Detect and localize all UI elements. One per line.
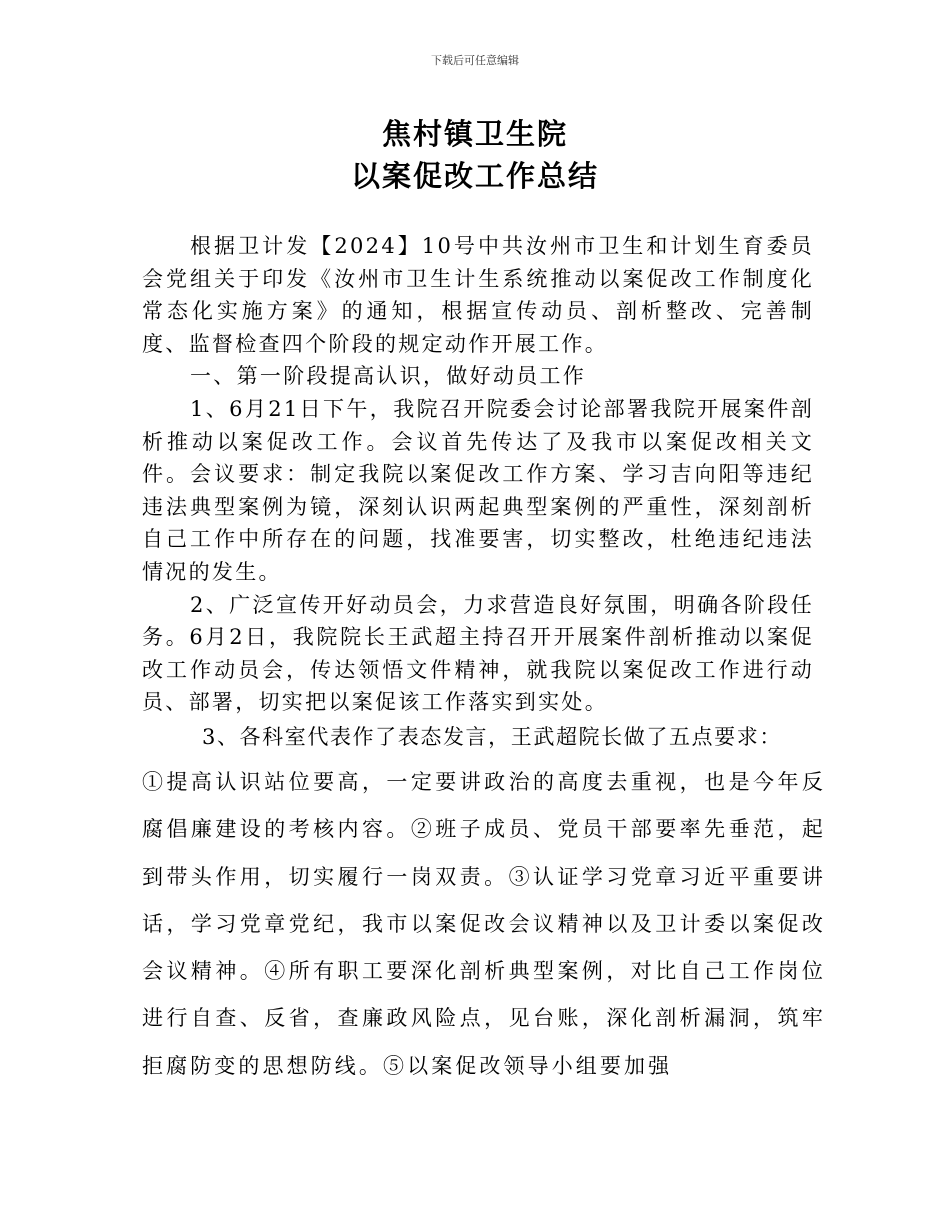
title-line-1: 焦村镇卫生院 <box>381 117 568 151</box>
document-title <box>0 113 950 197</box>
item-3-requirements: ①提高认识站位要高，一定要讲政治的高度去重视，也是今年反腐倡廉建设的考核内容。②班子成员、党员干部要率先垂范，起到带头作用，切实履行一岗双责。③认证学习党章习近平重要讲话，学习党章党纪，我市以案促改会议精神以及卫计委以案促改会议精神。④所有职工要深化剖析典型案例，对比自己工作岗位进行自查、反省，查廉政风险点，见台账，深化剖析漏洞，筑牢拒腐防变的思想防线。⑤以案促改领导小组要加强 <box>142 770 826 1078</box>
page-header-note: 下载后可任意编辑 <box>431 54 519 67</box>
item-3-intro: 3、各科室代表作了表态发言，王武超院长做了五点要求： <box>202 725 782 749</box>
item-2-paragraph: 2、广泛宣传开好动员会，力求营造良好氛围，明确各阶段任务。6月2日，我院院长王武超主持召开开展案件剖析推动以案促改工作动员会，传达领悟文件精神，就我院以案促改工作进行动员、部署，切实把以案促该工作落实到实处。 <box>142 592 814 715</box>
intro-paragraph: 根据卫计发【2024】10号中共汝州市卫生和计划生育委员会党组关于印发《汝州市卫生计生系统推动以案促改工作制度化常态化实施方案》的通知，根据宣传动员、剖析整改、完善制度、监督检查四个阶段的规定动作开展工作。 <box>142 234 814 356</box>
section-1-heading: 一、第一阶段提高认识，做好动员工作 <box>190 364 587 389</box>
body-text-requirements <box>142 716 826 1090</box>
body-text-section <box>142 230 814 719</box>
item-1-paragraph: 1、6月21日下午，我院召开院委会讨论部署我院开展案件剖析推动以案促改工作。会议首先传达了及我市以案促改相关文件。会议要求：制定我院以案促改工作方案、学习吉向阳等违纪违法典型案例为镜，深刻认识两起典型案例的严重性，深刻剖析自己工作中所存在的问题，找准要害，切实整改，杜绝违纪违法情况的发生。 <box>142 396 814 584</box>
title-line-2: 以案促改工作总结 <box>350 159 599 193</box>
